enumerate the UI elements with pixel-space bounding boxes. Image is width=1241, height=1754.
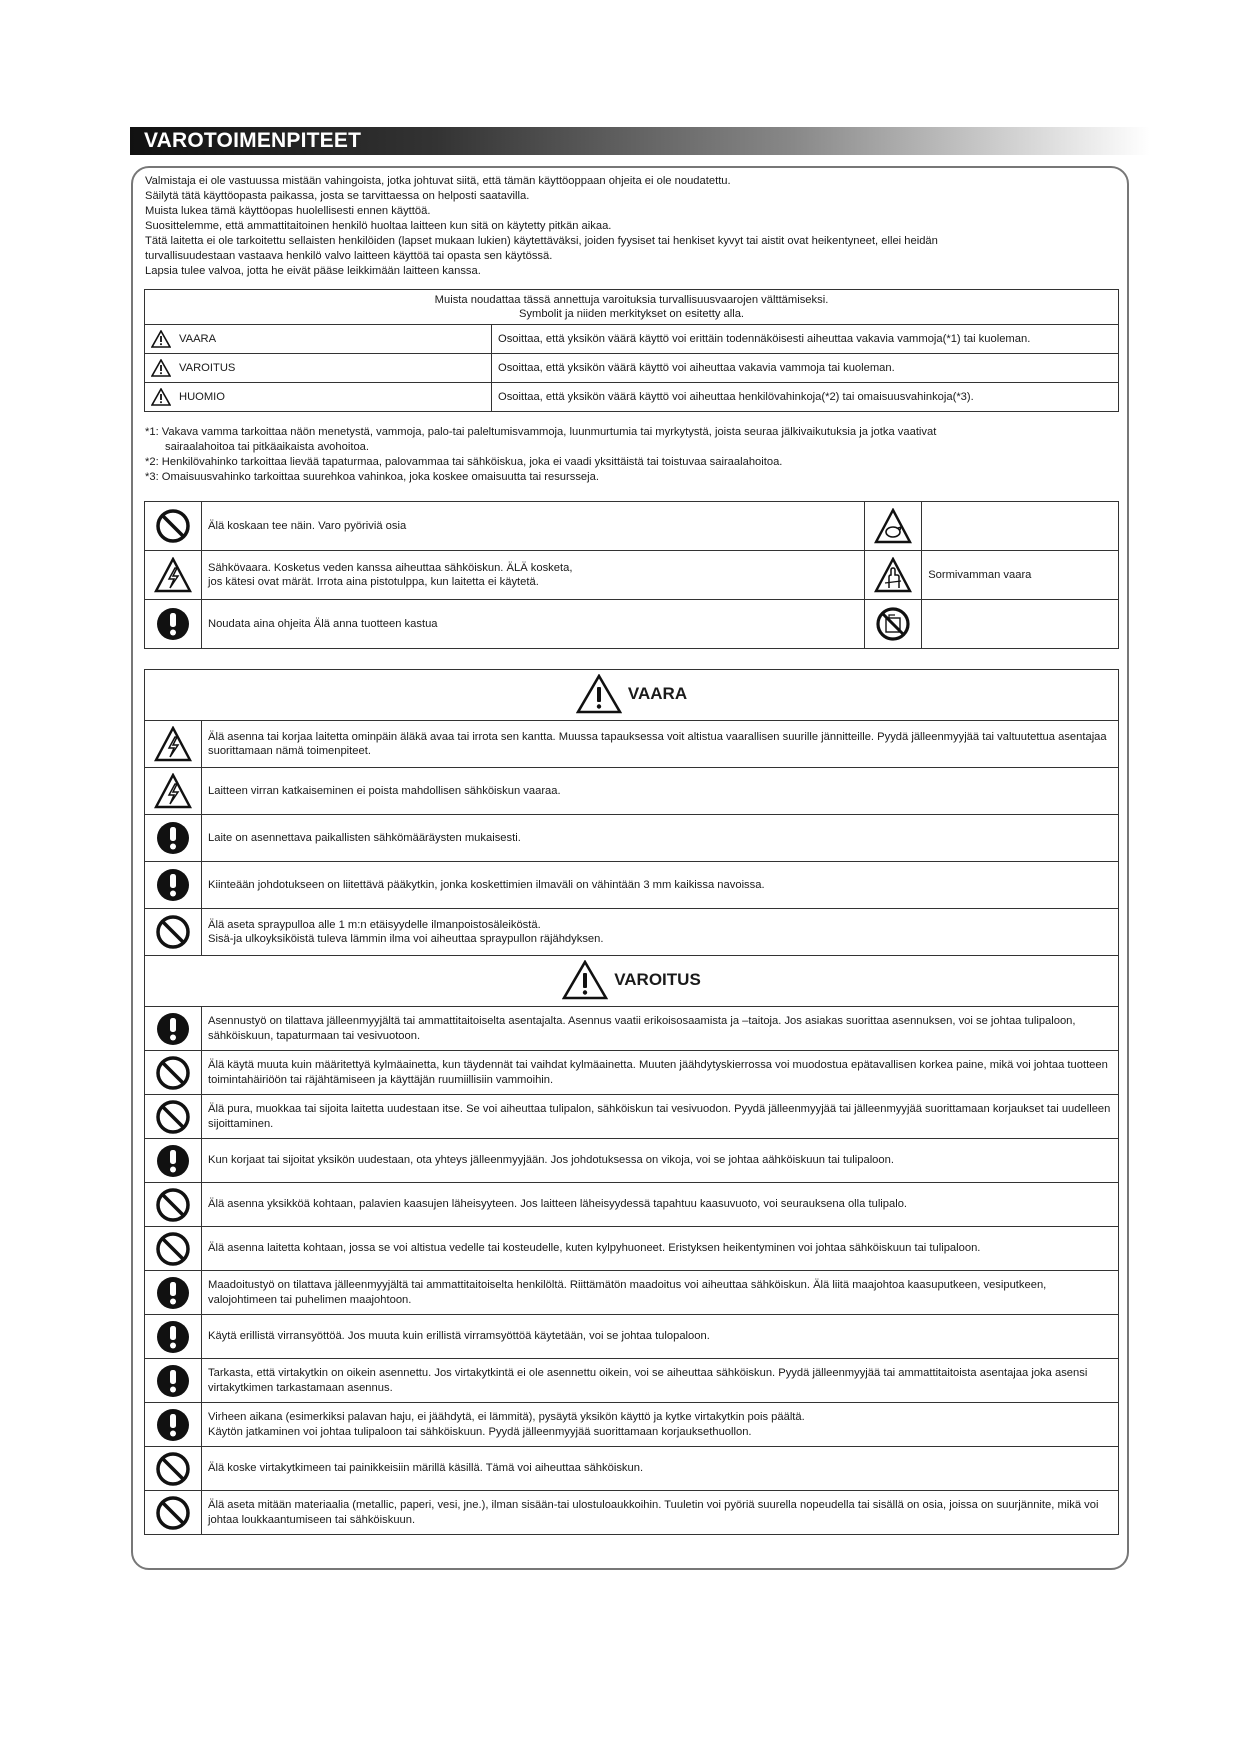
prohibition-icon xyxy=(145,1231,201,1267)
warning-item-text: Älä asenna yksikköä kohtaan, palavien kaasujen läheisyyteen. Jos laitteen läheisyydessä tapahtuu kaasuvuoto, voi seurauksena olla tulipalo. xyxy=(202,1183,1119,1227)
finger-injury-text: Sormivamman vaara xyxy=(922,551,1119,600)
icon-legend-text: Noudata aina ohjeita Älä anna tuotteen kastua xyxy=(202,600,865,649)
warning-triangle-icon xyxy=(151,330,171,348)
warning-item-text: Älä koske virtakytkimeen tai painikkeisiin märillä käsillä. Tämä voi aiheuttaa sähköiskun. xyxy=(202,1447,1119,1491)
prohibition-icon xyxy=(145,1055,201,1091)
symbol-desc-vaara: Osoittaa, että yksikön väärä käyttö voi erittäin todennäköisesti aiheuttaa vakavia vammoja(*1) tai kuoleman. xyxy=(492,325,1119,354)
danger-item xyxy=(145,768,1119,815)
mandatory-instruction-icon xyxy=(145,1407,201,1443)
danger-title: VAARA xyxy=(627,683,688,703)
prohibition-icon xyxy=(145,1495,201,1531)
symbols-table-header xyxy=(145,290,1119,325)
mandatory-instruction-icon xyxy=(145,867,201,903)
warning-item xyxy=(145,1447,1119,1491)
mandatory-instruction-icon xyxy=(145,1143,201,1179)
intro-line: Säilytä tätä käyttöopasta paikassa, josta se tarvittaessa on helposti saatavilla. xyxy=(145,190,530,202)
intro-line: turvallisuudestaan vastaava henkilö valvo laitteen käyttöä tai opasta sen käytössä. xyxy=(145,250,553,262)
electric-shock-icon xyxy=(145,726,201,762)
danger-triangle-icon xyxy=(576,674,622,714)
intro-text xyxy=(145,174,1115,279)
warning-item-text: Älä aseta mitään materiaalia (metallic, paperi, vesi, jne.), ilman sisään-tai ulostuloaukkoihin. Tuuletin voi pyöriä suurella nopeudella tai sisällä on osia, joissa on suurjännite, mikä voi johtaa loukkaantumiseen tai sähköiskuun. xyxy=(202,1491,1119,1535)
rotating-parts-icon xyxy=(865,508,921,544)
footnotes xyxy=(145,425,1115,485)
warning-item xyxy=(145,1139,1119,1183)
prohibition-icon xyxy=(145,508,201,544)
symbols-table xyxy=(144,289,1119,412)
symbol-label-varoitus: VAROITUS xyxy=(179,362,236,374)
electric-shock-icon xyxy=(145,773,201,809)
intro-line: Valmistaja ei ole vastuussa mistään vahingoista, jotka johtuvat siitä, että tämän käyttöoppaan ohjeita ei ole noudatettu. xyxy=(145,175,731,187)
intro-line: Muista lukea tämä käyttöopas huolellisesti ennen käyttöä. xyxy=(145,205,431,217)
symbol-label-vaara: VAARA xyxy=(179,333,217,345)
mandatory-instruction-icon xyxy=(145,1011,201,1047)
prohibition-icon xyxy=(145,1187,201,1223)
danger-item xyxy=(145,815,1119,862)
warning-item xyxy=(145,1051,1119,1095)
warning-item xyxy=(145,1271,1119,1315)
warning-item-text: Älä käytä muuta kuin määritettyä kylmäainetta, kun täydennät tai vaihdat kylmäainetta. Muuten jäähdytyskierrossa voi muodostua epätavallisen korkea paine, mikä voi johtaa tuotteen toimintahäiriöön tai räjähtämiseen ja käyttäjän ruumiillisiin vammoihin. xyxy=(202,1051,1119,1095)
symbol-desc-varoitus: Osoittaa, että yksikön väärä käyttö voi aiheuttaa vakavia vammoja tai kuoleman. xyxy=(492,354,1119,383)
mandatory-instruction-icon xyxy=(145,606,201,642)
danger-item-text: Laitteen virran katkaiseminen ei poista mahdollisen sähköiskun vaaraa. xyxy=(202,768,1119,815)
danger-item xyxy=(145,862,1119,909)
warning-item-text: Asennustyö on tilattava jälleenmyyjältä tai ammattitaitoiselta asentajalta. Asennus vaatii erikoisosaamista ja –taitoja. Jos asiakas suorittaa asennuksen, voi se johtaa tulipaloon, sähköiskuun, tapaturmaan tai vesivuotoon. xyxy=(202,1007,1119,1051)
warning-item xyxy=(145,1227,1119,1271)
electric-shock-icon xyxy=(145,557,201,593)
prohibition-icon xyxy=(145,1099,201,1135)
warning-item xyxy=(145,1095,1119,1139)
icon-legend-text: Sähkövaara. Kosketus veden kanssa aiheuttaa sähköiskun. ÄLÄ kosketa, xyxy=(208,562,573,574)
mandatory-instruction-icon xyxy=(145,1319,201,1355)
mandatory-instruction-icon xyxy=(145,1363,201,1399)
warning-item xyxy=(145,1183,1119,1227)
warning-triangle-icon xyxy=(562,960,608,1000)
warning-item xyxy=(145,1315,1119,1359)
finger-injury-icon xyxy=(865,557,921,593)
danger-item-text: Kiinteään johdotukseen on liitettävä pääkytkin, jonka koskettimien ilmaväli on vähintään 3 mm kaikissa navoissa. xyxy=(202,862,1119,909)
warning-item-text: Tarkasta, että virtakytkin on oikein asennettu. Jos virtakytkintä ei ole asennettu oikein, voi se aiheuttaa sähköiskun. Pyydä jälleenmyyjää tai ammattitaitoista asentajaa joka asensi virtakytkimen tarkastamaan asennus. xyxy=(202,1359,1119,1403)
footnote-line: *2: Henkilövahinko tarkoittaa lievää tapaturmaa, palovammaa tai sähköiskua, joka ei vaadi yksittäistä tai toistuvaa sairaalahoitoa. xyxy=(145,456,783,468)
warning-item xyxy=(145,1359,1119,1403)
danger-item-text: Älä aseta spraypulloa alle 1 m:n etäisyydelle ilmanpoistosäleiköstä. Sisä-ja ulkoyksiköistä tuleva lämmin ilma voi aiheuttaa spraypullon räjähdyksen. xyxy=(202,909,1119,956)
warning-item-text: Älä pura, muokkaa tai sijoita laitetta uudestaan itse. Se voi aiheuttaa tulipalon, sähköiskun tai vesivuodon. Pyydä jälleenmyyjää tai jälleenmyyjää suorittamaan korjaukset tai uudelleen sijoittaminen. xyxy=(202,1095,1119,1139)
symbol-desc-huomio: Osoittaa, että yksikön väärä käyttö voi aiheuttaa henkilövahinkoja(*2) tai omaisuusvahinkoja(*3). xyxy=(492,383,1119,412)
warning-item xyxy=(145,1491,1119,1535)
intro-line: Tätä laitetta ei ole tarkoitettu sellaisten henkilöiden (lapset mukaan lukien) käytettäväksi, joiden fyysiset tai henkiset kyvyt tai aistit ovat heikentyneet, ellei heidän xyxy=(145,235,938,247)
section-title: VAROTOIMENPITEET xyxy=(144,129,362,152)
danger-item xyxy=(145,721,1119,768)
warning-item-text: Älä asenna laitetta kohtaan, jossa se voi altistua vedelle tai kosteudelle, kuten kylpyhuoneet. Eristyksen heikentyminen voi johtaa sähköiskuun tai tulipaloon. xyxy=(202,1227,1119,1271)
warning-item xyxy=(145,1403,1119,1447)
icon-legend-text: jos kätesi ovat märät. Irrota aina pistotulppa, kun laitetta ei käytetä. xyxy=(208,576,539,588)
symbols-header-line1: Muista noudattaa tässä annettuja varoituksia turvallisuusvaarojen välttämiseksi. xyxy=(434,294,829,306)
section-header xyxy=(130,127,1150,155)
warning-item-text: Käytä erillistä virransyöttöä. Jos muuta kuin erillistä virramsyöttöä käytetään, voi se johtaa tulopaloon. xyxy=(202,1315,1119,1359)
warning-item-text: Maadoitustyö on tilattava jälleenmyyjältä tai ammattitaitoiselta henkilöltä. Riittämätön maadoitus voi aiheuttaa sähköiskun. Älä liitä maajohtoa kaasuputkeen, vesiputkeen, valojohtimeen tai puhelimen maajohtoon. xyxy=(202,1271,1119,1315)
no-water-icon xyxy=(865,606,921,642)
warning-item-text: Kun korjaat tai sijoitat yksikön uudestaan, ota yhteys jälleenmyyjään. Jos johdotuksessa on vikoja, voi se johtaa aähköiskuun tai tulipaloon. xyxy=(202,1139,1119,1183)
footnote-line: *1: Vakava vamma tarkoittaa näön menetystä, vammoja, palo-tai paleltumisvammoja, luunmurtumia tai myrkytystä, joista seuraa jälkivaikutuksia ja jotka vaativat xyxy=(145,426,937,438)
safety-warnings-table xyxy=(144,669,1119,1535)
intro-line: Suosittelemme, että ammattitaitoinen henkilö huoltaa laitteen kun sitä on käytetty pitkän aikaa. xyxy=(145,220,612,232)
warning-title: VAROITUS xyxy=(614,969,701,989)
footnote-line: *3: Omaisuusvahinko tarkoittaa suurehkoa vahinkoa, joka koskee omaisuutta tai resursseja. xyxy=(145,471,599,483)
mandatory-instruction-icon xyxy=(145,1275,201,1311)
mandatory-instruction-icon xyxy=(145,820,201,856)
intro-line: Lapsia tulee valvoa, jotta he eivät pääse leikkimään laitteen kanssa. xyxy=(145,265,481,277)
symbols-header-line2: Symbolit ja niiden merkitykset on esitetty alla. xyxy=(518,308,745,320)
danger-item-text: Laite on asennettava paikallisten sähkömääräysten mukaisesti. xyxy=(202,815,1119,862)
warning-item xyxy=(145,1007,1119,1051)
footnote-line: sairaalahoitoa tai pitkäaikaista avohoitoa. xyxy=(165,441,369,453)
warning-triangle-icon xyxy=(151,359,171,377)
warning-item-text: Virheen aikana (esimerkiksi palavan haju, ei jäähdytä, ei lämmitä), pysäytä yksikön käyttö ja kytke virtakytkin pois päältä. Käytön jatkaminen voi johtaa tulipaloon tai sähköiskuun. Pyydä jälleenmyyjää suorittamaan korjauksethuollon. xyxy=(202,1403,1119,1447)
icon-legend-table xyxy=(144,501,1119,649)
danger-item xyxy=(145,909,1119,956)
danger-item-text: Älä asenna tai korjaa laitetta ominpäin äläkä avaa tai irrota sen kantta. Muussa tapauksessa voit altistua vaarallisen suurille jännitteille. Pyydä jälleenmyyjää tai valtuutettua asentajaa suorittamaan nämä toimenpiteet. xyxy=(202,721,1119,768)
prohibition-icon xyxy=(145,914,201,950)
warning-triangle-icon xyxy=(151,388,171,406)
icon-legend-text: Älä koskaan tee näin. Varo pyöriviä osia xyxy=(202,502,865,551)
symbol-label-huomio: HUOMIO xyxy=(179,391,225,403)
prohibition-icon xyxy=(145,1451,201,1487)
